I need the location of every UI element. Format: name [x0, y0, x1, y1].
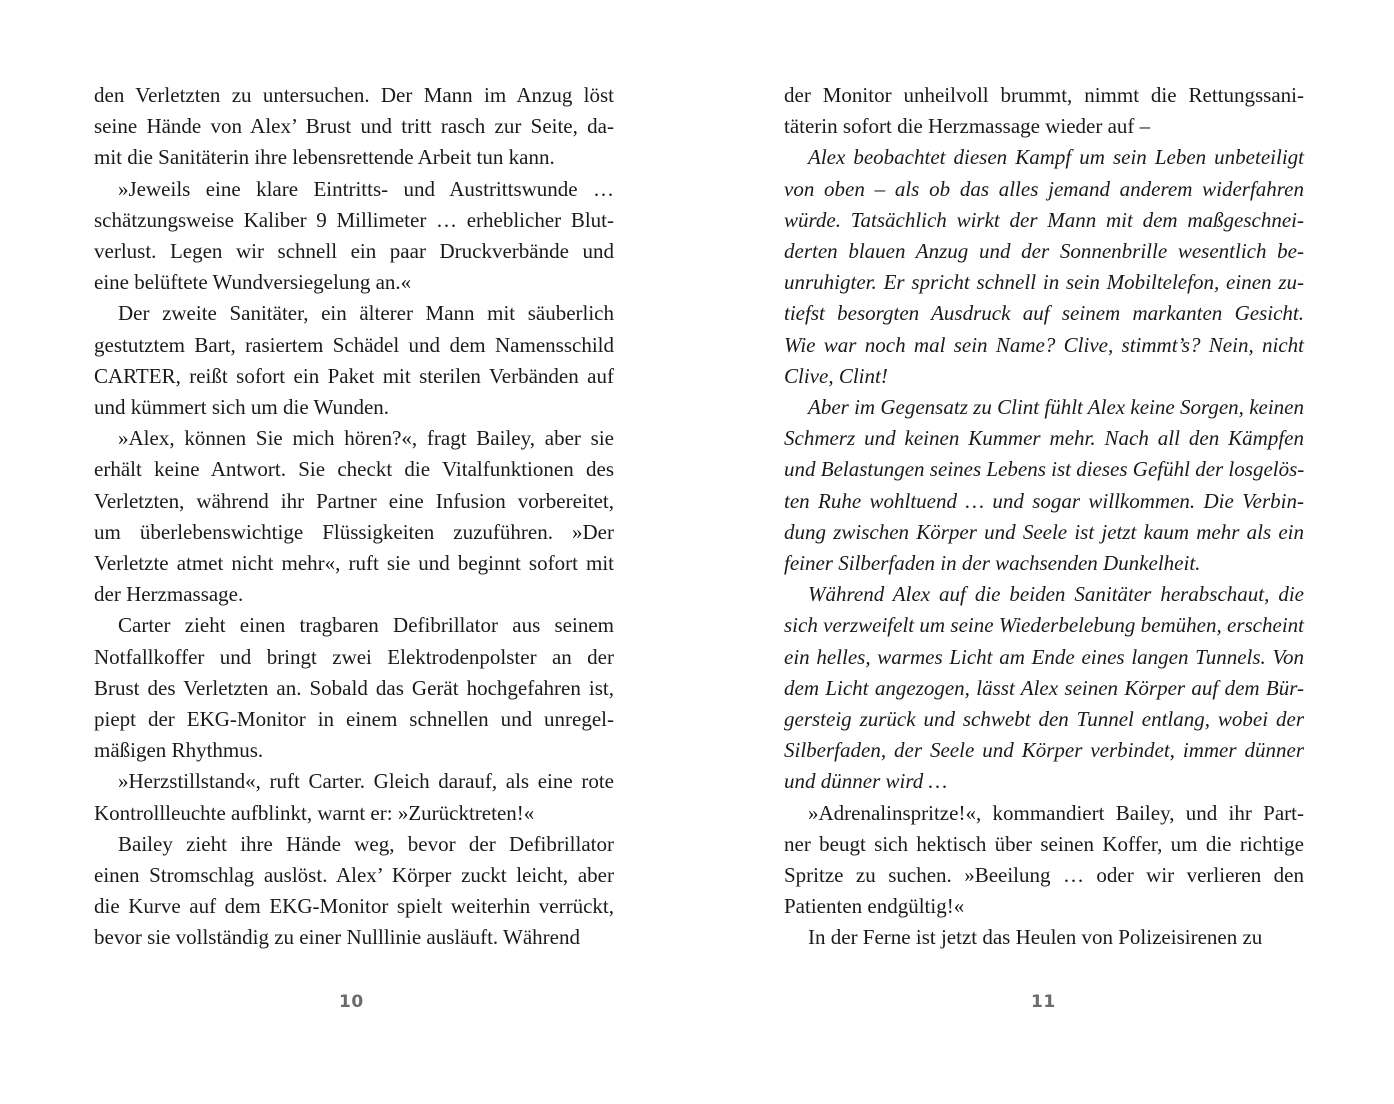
text-line: und Belastungen seines Lebens ist dieses Gefühl der losgelös- [784, 457, 1305, 482]
text-line: der Monitor unheilvoll brummt, nimmt die Rettungssani- [784, 83, 1304, 107]
paragraph [784, 80, 1304, 142]
text-line: CARTER, reißt sofort ein Paket mit sterilen Verbänden auf [94, 363, 614, 388]
text-line: würde. Tatsächlich wirkt der Mann mit dem maßgeschnei- [784, 207, 1304, 232]
text-line: Silberfaden, der Seele und Körper verbindet, immer dünner [784, 738, 1304, 763]
text-line: ten Ruhe wohltuend … und sogar willkommen. Die Verbin- [784, 488, 1304, 513]
left-page-number: 10 [339, 992, 364, 1012]
text-line: Wie war noch mal sein Name? Clive, stimmt’s? Nein, nicht [784, 332, 1304, 357]
text-line: gersteig zurück und schwebt den Tunnel entlang, wobei der [784, 707, 1304, 732]
text-line: der Herzmassage. [94, 582, 244, 607]
left-page [94, 80, 614, 954]
text-line: Alex beobachtet diesen Kampf um sein Leben unbeteiligt [808, 145, 1304, 170]
right-page-number: 11 [1031, 992, 1056, 1012]
text-line: Schmerz und keinen Kummer mehr. Nach all den Kämpfen [784, 426, 1304, 451]
paragraph [94, 610, 614, 766]
text-line: den Verletzten zu untersuchen. Der Mann im Anzug löst [94, 83, 614, 107]
text-line: Der zweite Sanitäter, ein älterer Mann mit säuberlich [118, 301, 614, 326]
text-line: einen Stromschlag auslöst. Alex’ Körper zuckt leicht, aber [94, 863, 614, 888]
text-line: piept der EKG-Monitor in einem schnellen und unregel- [94, 707, 614, 732]
paragraph [94, 80, 614, 174]
paragraph [784, 579, 1304, 797]
text-line: mit die Sanitäterin ihre lebensrettende Arbeit tun kann. [94, 145, 555, 170]
text-line: erhält keine Antwort. Sie checkt die Vitalfunktionen des [94, 457, 614, 482]
text-line: »Jeweils eine klare Eintritts- und Austrittswunde … [118, 176, 614, 201]
text-line: täterin sofort die Herzmassage wieder auf – [784, 114, 1151, 139]
text-line: um überlebenswichtige Flüssigkeiten zuzuführen. »Der [94, 519, 614, 544]
text-line: Brust des Verletzten an. Sobald das Gerät hochgefahren ist, [94, 675, 614, 700]
text-line: schätzungsweise Kaliber 9 Millimeter … erheblicher Blut- [94, 207, 614, 232]
text-line: und dünner wird … [784, 769, 948, 794]
text-line: Notfallkoffer und bringt zwei Elektrodenpolster an der [94, 644, 614, 669]
text-line: »Alex, können Sie mich hören?«, fragt Bailey, aber sie [118, 426, 614, 451]
text-line: »Adrenalinspritze!«, kommandiert Bailey, und ihr Part- [808, 800, 1304, 825]
paragraph [94, 766, 614, 828]
text-line: bevor sie vollständig zu einer Nulllinie ausläuft. Während [94, 925, 580, 950]
text-line: Bailey zieht ihre Hände weg, bevor der Defibrillator [118, 831, 614, 856]
text-line: sich verzweifelt um seine Wiederbelebung bemühen, erscheint [784, 613, 1304, 638]
text-line: mäßigen Rhythmus. [94, 738, 264, 763]
text-line: Während Alex auf die beiden Sanitäter herabschaut, die [808, 582, 1304, 607]
text-line: dung zwischen Körper und Seele ist jetzt kaum mehr als ein [784, 519, 1304, 544]
text-line: Kontrollleuchte aufblinkt, warnt er: »Zurücktreten!« [94, 800, 535, 825]
text-line: und kümmert sich um die Wunden. [94, 395, 390, 420]
text-line: Carter zieht einen tragbaren Defibrillator aus seinem [118, 613, 614, 638]
text-line: seine Hände von Alex’ Brust und tritt rasch zur Seite, da- [94, 114, 614, 139]
paragraph [784, 142, 1304, 392]
text-line: Patienten endgültig!« [784, 894, 965, 919]
text-line: derten blauen Anzug und der Sonnenbrille wesentlich be- [784, 239, 1304, 264]
text-line: Verletzten, während ihr Partner eine Infusion vorbereitet, [94, 488, 614, 513]
text-line: Verletzte atmet nicht mehr«, ruft sie und beginnt sofort mit [94, 551, 614, 576]
paragraph [784, 392, 1304, 579]
text-line: gestutztem Bart, rasiertem Schädel und dem Namensschild [94, 332, 614, 357]
text-line: von oben – als ob das alles jemand anderem widerfahren [784, 176, 1304, 201]
text-line: feiner Silberfaden in der wachsenden Dunkelheit. [784, 551, 1201, 576]
paragraph [784, 922, 1304, 953]
text-line: eine belüftete Wundversiegelung an.« [94, 270, 412, 295]
text-line: die Kurve auf dem EKG-Monitor spielt weiterhin verrückt, [94, 894, 614, 919]
text-line: »Herzstillstand«, ruft Carter. Gleich darauf, als eine rote [118, 769, 614, 794]
paragraph [94, 298, 614, 423]
text-line: ner beugt sich hektisch über seinen Koffer, um die richtige [784, 831, 1304, 856]
paragraph [94, 423, 614, 610]
text-line: Clive, Clint! [784, 363, 888, 388]
paragraph [784, 798, 1304, 923]
text-line: dem Licht angezogen, lässt Alex seinen Körper auf dem Bür- [784, 675, 1304, 700]
right-page [784, 80, 1304, 954]
text-line: verlust. Legen wir schnell ein paar Druckverbände und [94, 239, 614, 264]
text-line: unruhigter. Er spricht schnell in sein Mobiltelefon, einen zu- [784, 270, 1304, 295]
text-line: Aber im Gegensatz zu Clint fühlt Alex keine Sorgen, keinen [808, 395, 1304, 420]
text-line: In der Ferne ist jetzt das Heulen von Polizeisirenen zu [808, 925, 1263, 950]
text-line: tiefst besorgten Ausdruck auf seinem markanten Gesicht. [784, 301, 1304, 326]
paragraph [94, 829, 614, 954]
text-line: Spritze zu suchen. »Beeilung … oder wir verlieren den [784, 863, 1304, 888]
text-line: ein helles, warmes Licht am Ende eines langen Tunnels. Von [784, 644, 1304, 669]
left-page-body [94, 80, 614, 954]
right-page-body [784, 80, 1304, 954]
paragraph [94, 174, 614, 299]
